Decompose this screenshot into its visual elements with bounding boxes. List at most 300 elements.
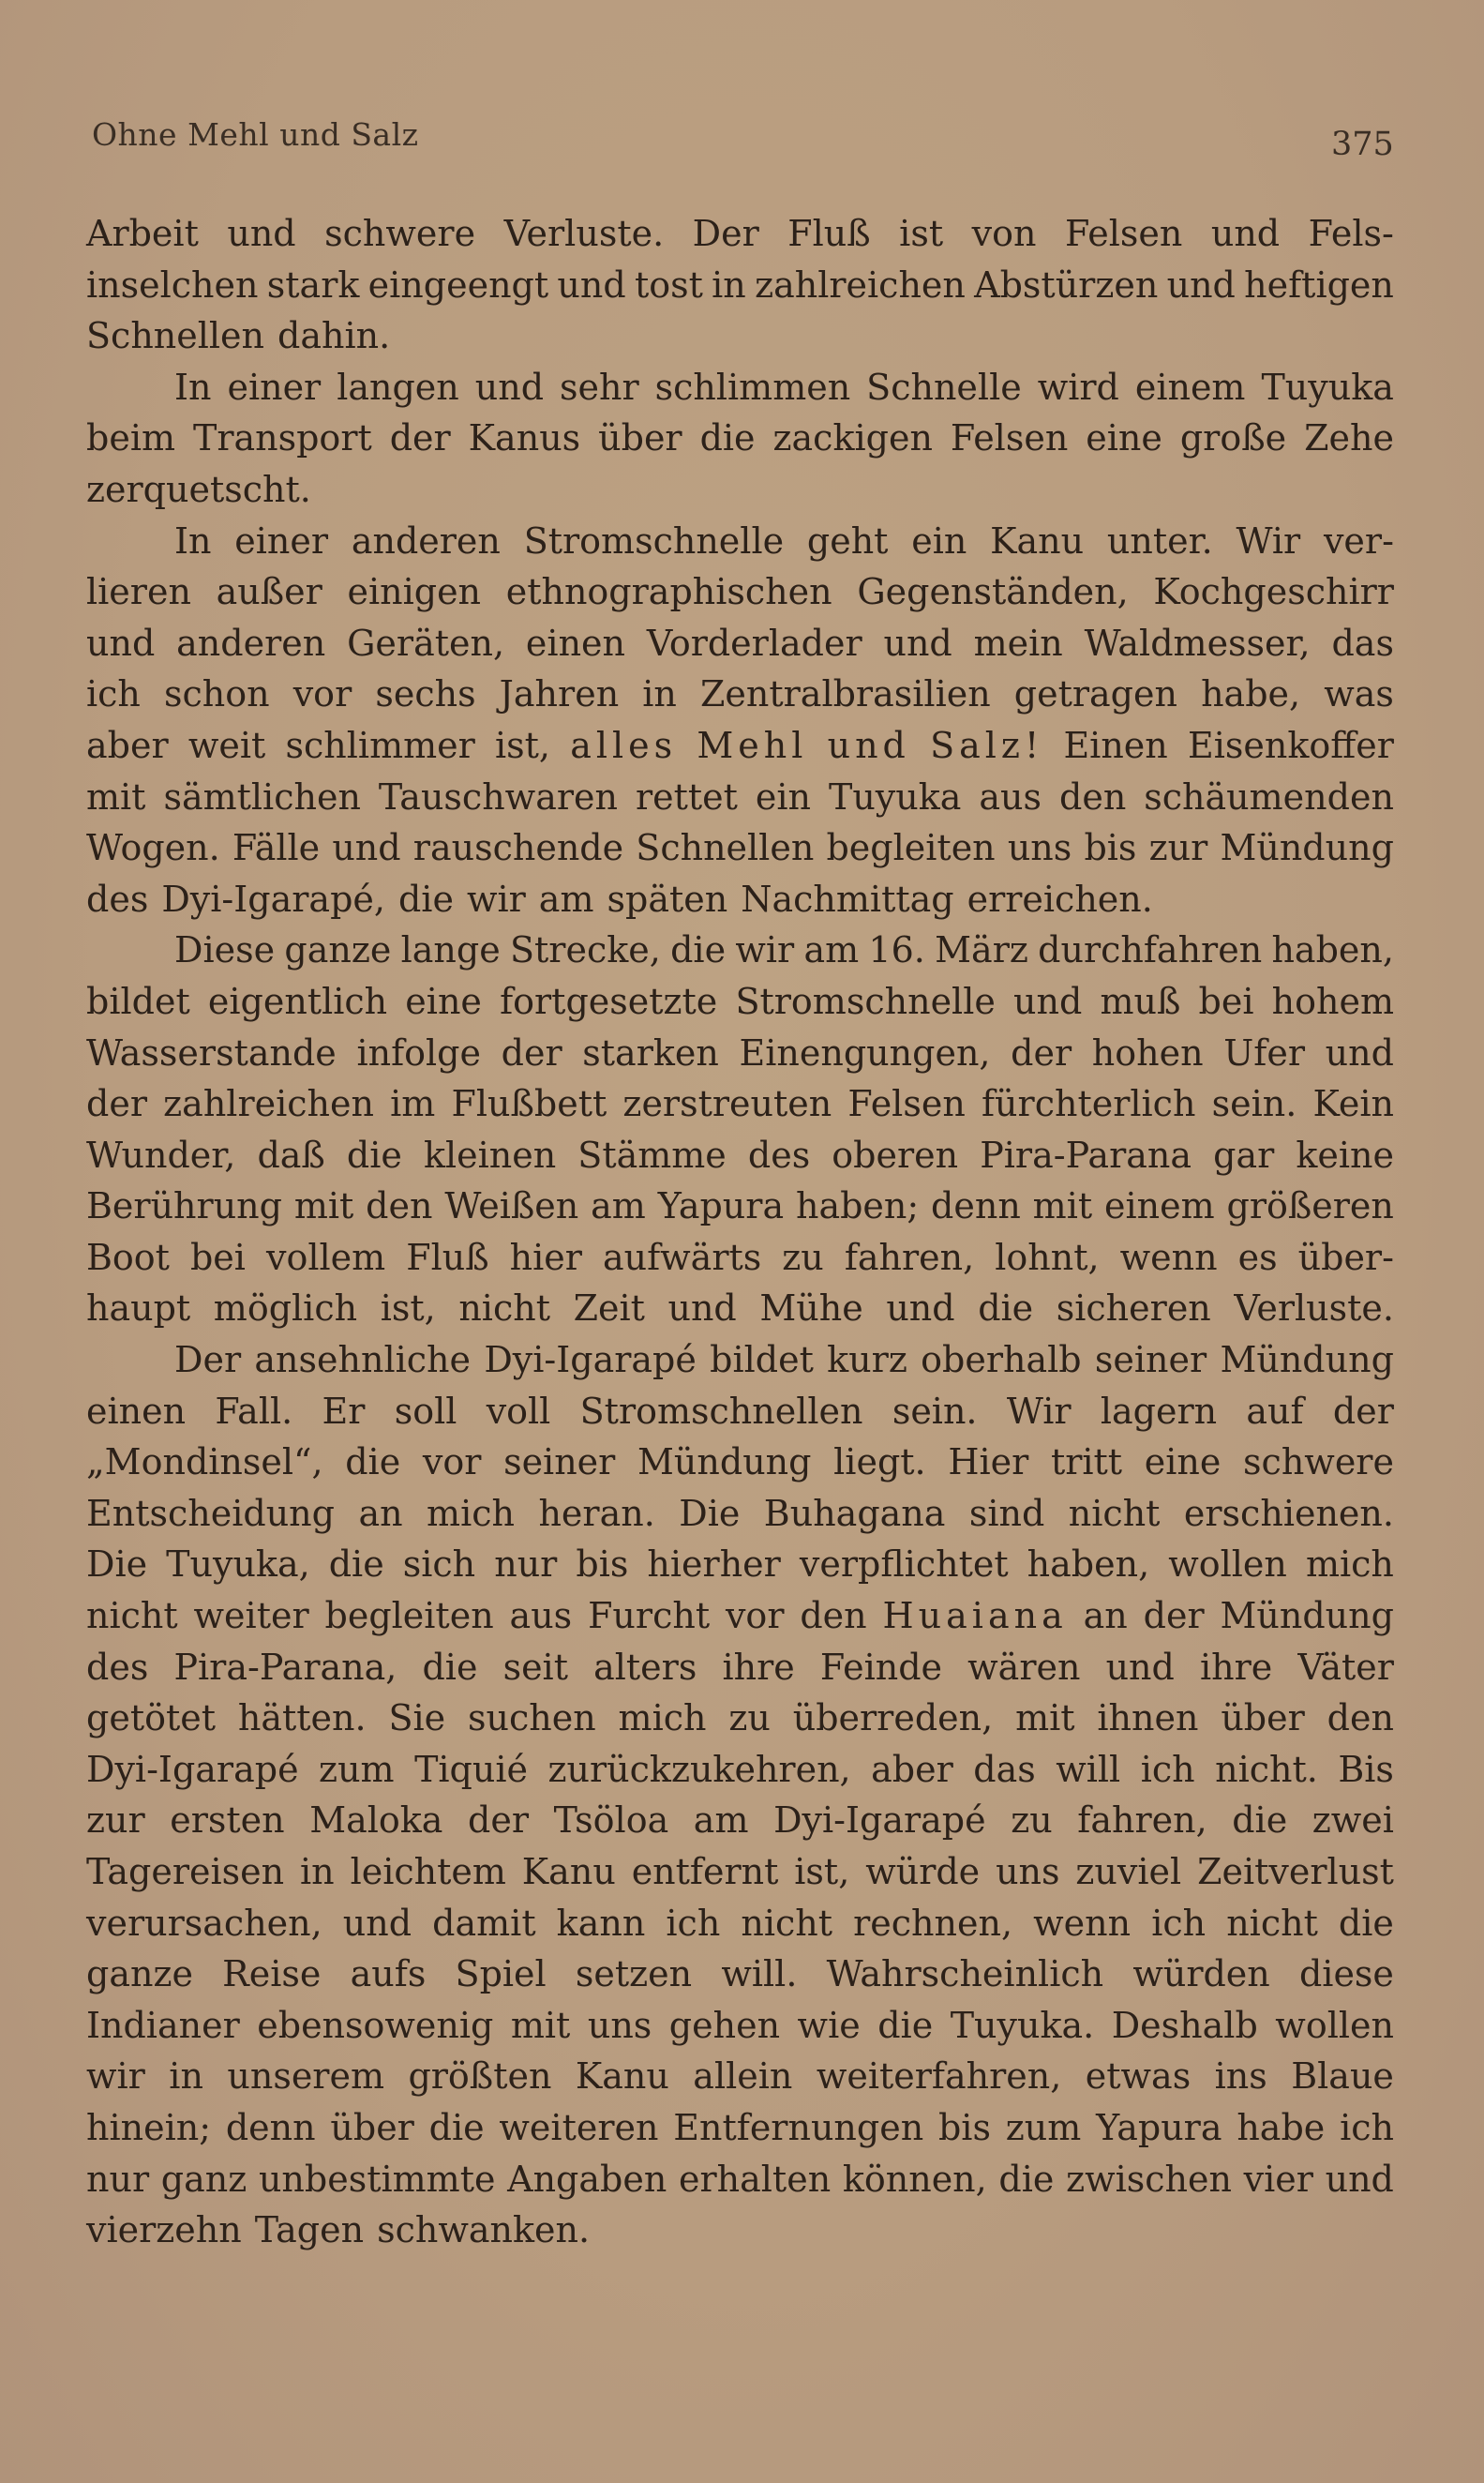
word: die — [877, 2004, 934, 2046]
word: und — [827, 724, 910, 766]
text-line — [86, 1078, 1394, 1130]
word: starken — [582, 1031, 719, 1074]
word: Furcht — [588, 1595, 711, 1637]
word: mit — [510, 2004, 571, 2046]
word: in — [712, 263, 746, 306]
word: tritt — [1050, 1441, 1123, 1483]
word: aufs — [350, 1953, 427, 1995]
text-line — [86, 669, 1394, 720]
word: und — [86, 622, 156, 664]
word: an — [358, 1492, 403, 1534]
word: mich — [427, 1492, 515, 1534]
word: Nachmittag — [741, 878, 954, 920]
word: Tagen — [254, 2209, 365, 2251]
word: infolge — [356, 1031, 481, 1074]
word: hohem — [1271, 980, 1394, 1022]
word: einen — [86, 1390, 187, 1432]
word: einigen — [347, 571, 482, 613]
word: Kanus — [468, 417, 581, 459]
word: aufwärts — [602, 1236, 762, 1278]
word: Buhagana — [763, 1492, 946, 1534]
word: des — [86, 878, 149, 920]
word: des — [86, 1646, 149, 1688]
running-head: Ohne Mehl und Salz — [92, 116, 419, 153]
word: Kochgeschirr — [1153, 571, 1394, 613]
word: unbestimmte — [258, 2158, 496, 2200]
word: suchen — [467, 1697, 596, 1739]
word: zackigen — [772, 417, 933, 459]
word: und — [886, 1287, 955, 1330]
word: bis — [1084, 827, 1137, 869]
word: sich — [402, 1543, 476, 1586]
word: ich — [666, 1902, 721, 1944]
word: möglich — [213, 1287, 358, 1330]
text-line — [86, 260, 1394, 311]
word: haben, — [1027, 1543, 1150, 1586]
word: Hier — [948, 1441, 1029, 1483]
word: wenn — [1119, 1236, 1218, 1278]
word: Stämme — [577, 1134, 727, 1176]
word: große — [1179, 417, 1287, 459]
word: Felsen — [847, 1083, 966, 1125]
word: Fels- — [1308, 213, 1394, 254]
word: Die — [679, 1492, 741, 1534]
word: wären — [967, 1646, 1081, 1688]
word: die — [428, 2106, 485, 2148]
word: die — [978, 1287, 1034, 1330]
word: Jahren — [499, 673, 620, 715]
word: denn — [931, 1185, 1021, 1227]
word: Fluß — [787, 213, 871, 254]
word: Mündung — [1220, 827, 1394, 869]
word: gehen — [668, 2004, 781, 2046]
word: fortgesetzte — [500, 980, 718, 1022]
word: soll — [394, 1390, 457, 1432]
word: weiter — [193, 1595, 309, 1637]
word: Mündung — [1220, 1595, 1394, 1637]
word: Dyi-Igarapé — [86, 1748, 299, 1790]
word: sein. — [892, 1390, 978, 1432]
word: Arbeit — [86, 213, 199, 254]
text-line — [86, 874, 1394, 925]
word: Berührung — [86, 1185, 282, 1227]
word: mich — [618, 1697, 707, 1739]
word: am — [538, 878, 594, 920]
text-line — [86, 2051, 1394, 2102]
word: will. — [721, 1953, 798, 1995]
word: rauschende — [412, 827, 624, 869]
word: würden — [1132, 1953, 1270, 1995]
word: Einen — [1063, 724, 1168, 766]
word: und — [1325, 1031, 1394, 1074]
word: schwanken. — [377, 2209, 591, 2251]
word: ihre — [1199, 1646, 1273, 1688]
word: sicheren — [1056, 1287, 1211, 1330]
word: der — [1332, 1390, 1394, 1432]
word: ein — [911, 519, 967, 562]
word: die — [670, 929, 727, 971]
word: Eisenkoffer — [1187, 724, 1394, 766]
word: liegt. — [833, 1441, 926, 1483]
word: Deshalb — [1111, 2004, 1258, 2046]
word: vor — [725, 1595, 785, 1637]
text-line — [86, 1539, 1394, 1590]
word: Er — [322, 1390, 366, 1432]
word: Indianer — [86, 2004, 240, 2046]
word: Feinde — [819, 1646, 943, 1688]
word: die — [699, 417, 756, 459]
word: und — [1210, 213, 1281, 254]
word: die — [998, 2158, 1055, 2200]
word: zu — [1011, 1799, 1053, 1842]
word: sehr — [560, 366, 639, 408]
word: einer — [234, 519, 329, 562]
word: fahren, — [844, 1236, 975, 1278]
word: ganz — [160, 2158, 247, 2200]
word: will — [1056, 1748, 1121, 1790]
word: den — [800, 1595, 867, 1637]
word: eine — [405, 980, 482, 1022]
text-line — [86, 516, 1394, 567]
word: daß — [257, 1134, 325, 1176]
word: über- — [1297, 1236, 1394, 1278]
word: hier — [509, 1236, 582, 1278]
word: rettet — [635, 775, 738, 818]
word: Mühe — [759, 1287, 863, 1330]
word: keine — [1296, 1134, 1394, 1176]
word: sämtlichen — [163, 775, 361, 818]
word: in — [300, 1851, 335, 1892]
word: Dyi-Igarapé — [773, 1799, 986, 1842]
word: und — [474, 366, 545, 408]
word: nur — [86, 2158, 150, 2200]
word: wir — [735, 929, 795, 971]
word: was — [1324, 673, 1394, 715]
word: getragen — [1013, 673, 1177, 715]
word: Zeitverlust — [1197, 1851, 1394, 1892]
word: Schnellen — [636, 827, 815, 869]
word: Dyi-Igarapé — [484, 1339, 697, 1381]
word: unter. — [1106, 519, 1213, 562]
word: Einengungen, — [739, 1031, 991, 1074]
word: und — [1105, 1646, 1175, 1688]
word: über — [330, 2106, 414, 2148]
word: schwere — [324, 213, 476, 254]
word: setzen — [575, 1953, 693, 1995]
word: und — [1166, 263, 1236, 306]
word: Angaben — [507, 2158, 667, 2200]
word: aus — [509, 1595, 573, 1637]
word: aus — [979, 775, 1042, 818]
word: weit — [187, 724, 266, 766]
text-line — [86, 1898, 1394, 1949]
word: und — [1325, 2158, 1394, 2200]
text-line — [86, 1846, 1394, 1898]
word: ist, — [380, 1287, 436, 1330]
word: voll — [486, 1390, 551, 1432]
word: nicht. — [1215, 1748, 1318, 1790]
word: anderen — [176, 622, 326, 664]
word: oberen — [832, 1134, 959, 1176]
word: Kein — [1312, 1083, 1394, 1125]
word: ganze — [284, 929, 392, 971]
word: Schnelle — [866, 366, 1022, 408]
body-text — [86, 208, 1394, 2256]
word: nicht — [1226, 1902, 1318, 1944]
word: eine — [1144, 1441, 1222, 1483]
word: an — [1083, 1595, 1128, 1637]
word: zahlreichen — [755, 263, 966, 306]
word: der — [468, 1799, 530, 1842]
text-line — [86, 925, 1394, 976]
word: rechnen, — [853, 1902, 1013, 1944]
word: ihre — [722, 1646, 795, 1688]
word: die — [422, 1646, 478, 1688]
word: Kanu — [990, 519, 1085, 562]
word: uns — [996, 1851, 1060, 1892]
word: nicht — [1068, 1492, 1161, 1534]
word: alles — [570, 724, 678, 766]
text-line — [86, 2000, 1394, 2052]
word: auf — [1246, 1390, 1304, 1432]
word: Tsöloa — [553, 1799, 669, 1842]
text-line — [86, 1028, 1394, 1079]
text-line — [86, 1181, 1394, 1232]
word: eine — [1086, 417, 1162, 459]
text-line — [86, 1232, 1394, 1284]
word: die — [397, 878, 454, 920]
word: würde — [865, 1851, 981, 1892]
word: Diese — [174, 929, 276, 971]
word: diese — [1298, 1953, 1394, 1995]
text-line — [86, 413, 1394, 464]
word: 16. — [868, 929, 925, 971]
word: Boot — [86, 1236, 170, 1278]
text-line — [86, 1386, 1394, 1437]
word: Vorderlader — [646, 622, 862, 664]
word: Der — [174, 1339, 242, 1381]
word: schlimmen — [654, 366, 851, 408]
word: Tagereisen — [86, 1851, 285, 1892]
word: Stromschnelle — [523, 519, 785, 562]
word: Verluste. — [503, 213, 665, 254]
word: seiner — [503, 1441, 616, 1483]
word: ihnen — [1097, 1697, 1199, 1739]
word: mit — [293, 1185, 354, 1227]
word: Bis — [1338, 1748, 1394, 1790]
word: bildet — [86, 980, 190, 1022]
word: begleiten — [324, 1595, 494, 1637]
word: zum — [1005, 2106, 1082, 2148]
word: Huaiana — [882, 1595, 1068, 1637]
word: haupt — [86, 1287, 191, 1330]
word: erhalten — [679, 2158, 832, 2200]
word: Transport — [192, 417, 372, 459]
word: Blaue — [1291, 2055, 1394, 2098]
word: eingeengt — [367, 263, 549, 306]
word: Pira-Parana, — [173, 1646, 397, 1688]
word: Der — [692, 213, 759, 254]
word: Salz! — [930, 724, 1044, 766]
word: und — [1013, 980, 1083, 1022]
word: Die — [86, 1543, 148, 1586]
word: schwere — [1243, 1441, 1394, 1483]
word: am — [591, 1185, 646, 1227]
word: entfernt — [631, 1851, 779, 1892]
word: heftigen — [1244, 263, 1394, 306]
word: einem — [1104, 1185, 1215, 1227]
word: Pira-Parana — [980, 1134, 1192, 1176]
word: vor — [422, 1441, 482, 1483]
word: nur — [494, 1543, 558, 1586]
word: größeren — [1226, 1185, 1394, 1227]
word: seit — [502, 1646, 568, 1688]
word: verursachen, — [86, 1902, 322, 1944]
word: späten — [607, 878, 728, 920]
word: Gegenständen, — [857, 571, 1129, 613]
word: Tuyuka, — [166, 1543, 310, 1586]
word: Wogen. — [86, 827, 220, 869]
word: durchfahren — [1038, 929, 1263, 971]
word: und — [557, 263, 626, 306]
word: zerstreuten — [622, 1083, 832, 1125]
word: Abstürzen — [974, 263, 1159, 306]
word: haben; — [795, 1185, 920, 1227]
word: hohen — [1091, 1031, 1204, 1074]
text-line — [86, 720, 1394, 772]
word: Ufer — [1223, 1031, 1305, 1074]
word: sein. — [1211, 1083, 1297, 1125]
word: verpflichtet — [799, 1543, 1009, 1586]
word: am — [803, 929, 860, 971]
word: Kanu — [575, 2055, 669, 2098]
text-line — [86, 464, 1394, 516]
page-number: 375 — [1331, 126, 1394, 163]
word: mit — [86, 775, 146, 818]
word: wir — [466, 878, 526, 920]
word: seiner — [1094, 1339, 1207, 1381]
word: überreden, — [792, 1697, 994, 1739]
word: muß — [1100, 980, 1181, 1022]
word: bis — [576, 1543, 629, 1586]
word: mein — [973, 622, 1063, 664]
word: Entfernungen — [673, 2106, 924, 2148]
word: der — [1143, 1595, 1205, 1637]
word: nicht — [741, 1902, 833, 1944]
word: größten — [408, 2055, 552, 2098]
text-line — [86, 362, 1394, 414]
text-line — [86, 1693, 1394, 1744]
word: damit — [432, 1902, 536, 1944]
word: Mündung — [637, 1441, 812, 1483]
word: sechs — [375, 673, 476, 715]
word: wie — [797, 2004, 861, 2046]
word: über — [598, 417, 682, 459]
word: zahlreichen — [163, 1083, 374, 1125]
word: schäumenden — [1144, 775, 1394, 818]
word: über — [1221, 1697, 1305, 1739]
word: ich — [86, 673, 141, 715]
word: die — [1232, 1799, 1288, 1842]
word: geht — [806, 519, 889, 562]
word: habe — [1237, 2106, 1326, 2148]
word: und — [332, 827, 401, 869]
word: ich — [1340, 2106, 1394, 2148]
word: Kanu — [521, 1851, 616, 1892]
word: den — [366, 1185, 433, 1227]
word: Wir — [1006, 1390, 1072, 1432]
word: Fluß — [406, 1236, 489, 1278]
word: zuviel — [1075, 1851, 1182, 1892]
word: einer — [227, 366, 322, 408]
word: nicht — [458, 1287, 550, 1330]
word: begleiten — [826, 827, 996, 869]
text-line — [86, 1795, 1394, 1846]
word: das — [1331, 622, 1394, 664]
word: unserem — [227, 2055, 384, 2098]
word: Felsen — [1064, 213, 1183, 254]
word: der — [1011, 1031, 1072, 1074]
word: Yapura — [1096, 2106, 1222, 2148]
word: und — [227, 213, 296, 254]
word: getötet — [86, 1697, 216, 1739]
text-line — [86, 2102, 1394, 2154]
word: und — [342, 1902, 412, 1944]
word: in — [642, 673, 677, 715]
word: ins — [1214, 2055, 1267, 2098]
word: und — [883, 622, 952, 664]
word: fahren, — [1077, 1799, 1207, 1842]
word: kurz — [827, 1339, 907, 1381]
word: ein — [755, 775, 811, 818]
word: den — [1327, 1697, 1394, 1739]
word: uns — [587, 2004, 652, 2046]
word: ebensowenig — [257, 2004, 494, 2046]
word: Wahrscheinlich — [826, 1953, 1104, 1995]
word: ich — [1140, 1748, 1195, 1790]
word: lieren — [86, 571, 191, 613]
word: erschienen. — [1183, 1492, 1394, 1534]
word: können, — [842, 2158, 987, 2200]
word: Maloka — [309, 1799, 443, 1842]
word: wird — [1037, 366, 1119, 408]
word: einen — [525, 622, 625, 664]
word: lange — [400, 929, 501, 971]
word: den — [1059, 775, 1127, 818]
word: Spiel — [455, 1953, 547, 1995]
word: ganze — [86, 1953, 193, 1995]
word: allein — [693, 2055, 793, 2098]
word: hätten. — [237, 1697, 367, 1739]
word: alters — [593, 1646, 697, 1688]
word: wollen — [1168, 1543, 1287, 1586]
word: hinein; — [86, 2106, 212, 2148]
word: Reise — [222, 1953, 322, 1995]
word: bei — [1198, 980, 1254, 1022]
word: vier — [1243, 2158, 1313, 2200]
text-line — [86, 1949, 1394, 2000]
word: vollem — [265, 1236, 386, 1278]
word: die — [345, 1441, 401, 1483]
word: Flußbett — [451, 1083, 607, 1125]
word: von — [971, 213, 1037, 254]
word: ansehnliche — [254, 1339, 472, 1381]
word: Tuyuka. — [950, 2004, 1095, 2046]
word: zur — [86, 1799, 145, 1842]
word: die — [346, 1134, 402, 1176]
text-line — [86, 976, 1394, 1028]
word: Verluste. — [1234, 1287, 1394, 1330]
